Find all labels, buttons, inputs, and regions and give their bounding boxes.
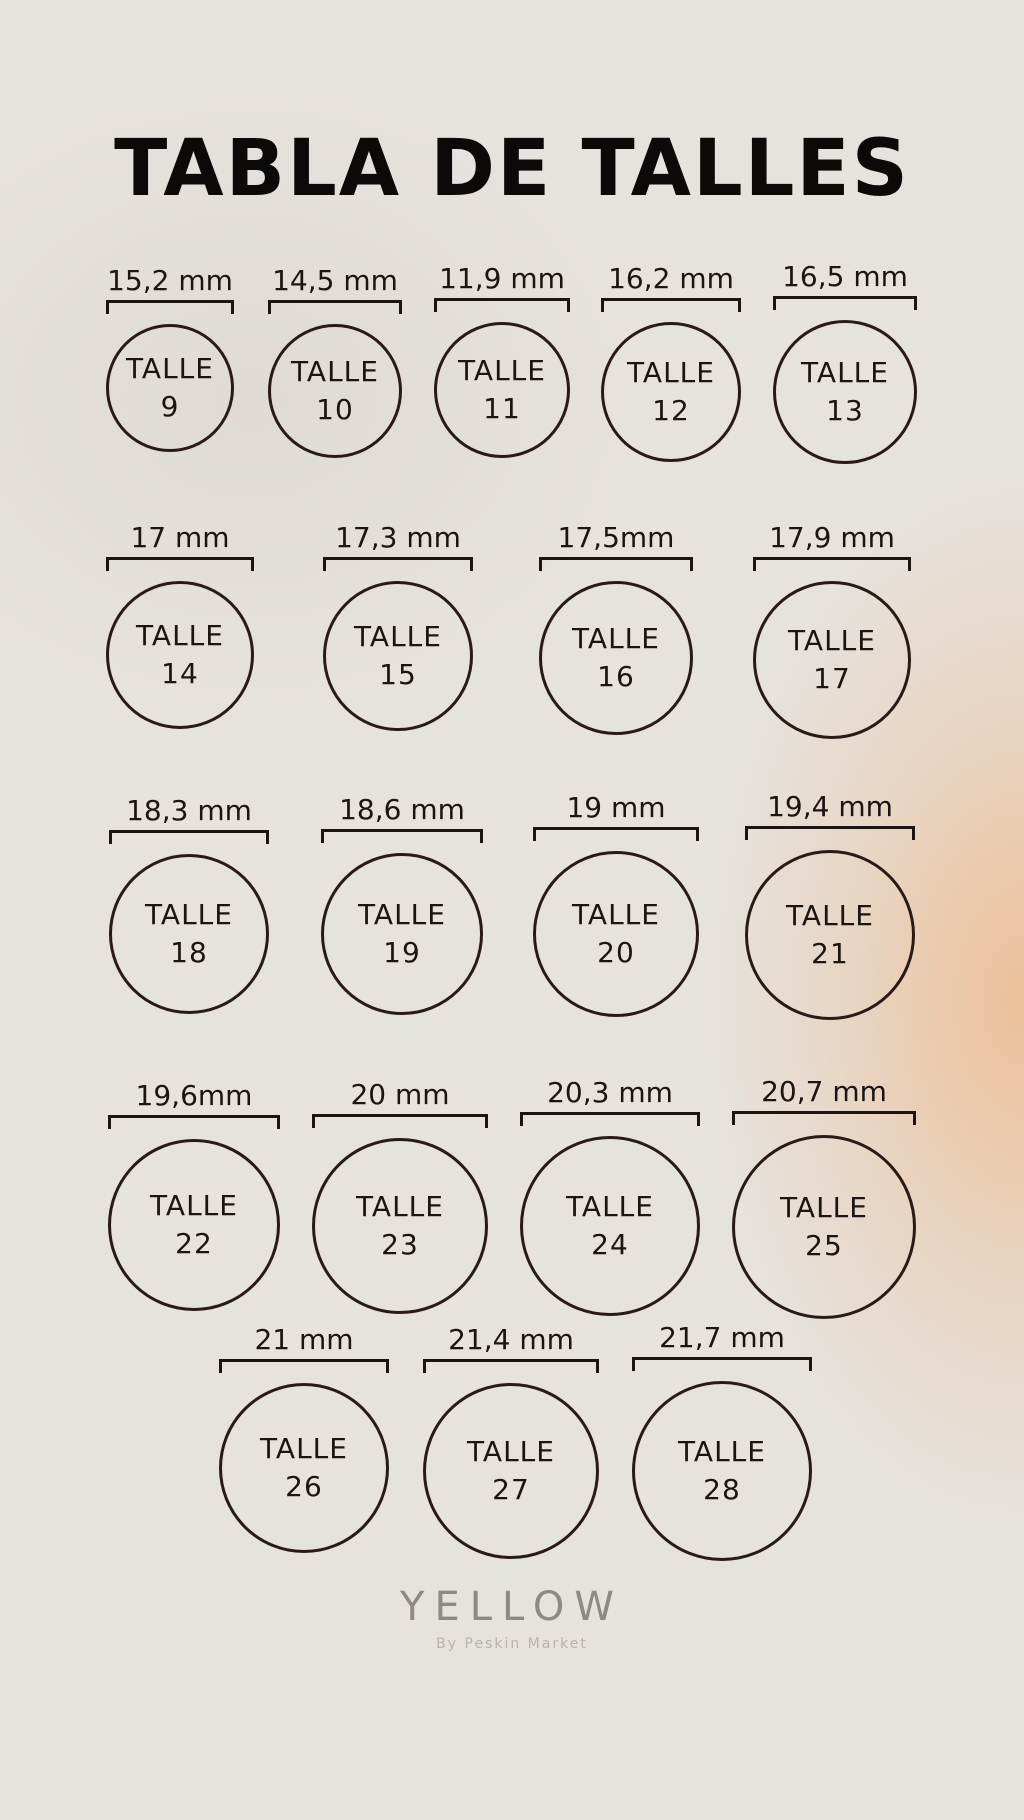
talle-word: TALLE	[678, 1435, 766, 1468]
diameter-bracket	[108, 1115, 280, 1129]
ring-size-item	[106, 264, 234, 452]
ring-size-item	[601, 262, 741, 462]
diameter-bracket	[106, 300, 234, 314]
ring-circle	[321, 853, 483, 1015]
talle-number: 26	[285, 1470, 323, 1503]
talle-word: TALLE	[260, 1432, 348, 1465]
ring-circle	[533, 851, 699, 1017]
talle-number: 13	[826, 394, 864, 427]
talle-word: TALLE	[291, 355, 379, 388]
diameter-label: 17,5mm	[557, 521, 675, 554]
diameter-bracket	[106, 557, 254, 571]
talle-word: TALLE	[572, 622, 660, 655]
ring-size-item	[109, 794, 269, 1014]
talle-number: 23	[381, 1228, 419, 1261]
ring-size-item	[773, 260, 917, 464]
ring-size-item	[539, 521, 693, 735]
diameter-bracket	[312, 1114, 488, 1128]
diameter-label: 19,6mm	[135, 1079, 253, 1112]
ring-size-item	[745, 790, 915, 1020]
diameter-bracket	[753, 557, 911, 571]
ring-size-item	[323, 521, 473, 731]
talle-number: 20	[597, 936, 635, 969]
ring-circle	[520, 1136, 700, 1316]
diameter-label: 20,7 mm	[761, 1075, 887, 1108]
ring-size-item	[434, 262, 570, 458]
talle-number: 28	[703, 1473, 741, 1506]
diameter-label: 21,4 mm	[448, 1323, 574, 1356]
talle-word: TALLE	[786, 899, 874, 932]
talle-word: TALLE	[145, 898, 233, 931]
diameter-label: 15,2 mm	[107, 264, 233, 297]
ring-size-item	[312, 1078, 488, 1314]
diameter-bracket	[773, 296, 917, 310]
ring-circle	[732, 1135, 916, 1319]
talle-number: 21	[811, 937, 849, 970]
talle-word: TALLE	[572, 898, 660, 931]
talle-word: TALLE	[801, 356, 889, 389]
ring-size-item	[732, 1075, 916, 1319]
diameter-bracket	[323, 557, 473, 571]
ring-size-item	[106, 521, 254, 729]
diameter-bracket	[434, 298, 570, 312]
ring-size-item	[321, 793, 483, 1015]
talle-number: 27	[492, 1473, 530, 1506]
diameter-bracket	[109, 830, 269, 844]
ring-circle	[106, 324, 234, 452]
brand-logo: YELLOW	[400, 1584, 624, 1630]
talle-number: 15	[379, 658, 417, 691]
ring-circle	[434, 322, 570, 458]
talle-number: 12	[652, 394, 690, 427]
diameter-label: 20,3 mm	[547, 1076, 673, 1109]
talle-number: 17	[813, 662, 851, 695]
talle-number: 25	[805, 1229, 843, 1262]
ring-size-item	[533, 791, 699, 1017]
talle-number: 24	[591, 1228, 629, 1261]
diameter-label: 19 mm	[566, 791, 666, 824]
talle-word: TALLE	[354, 620, 442, 653]
ring-circle	[109, 854, 269, 1014]
ring-circle	[268, 324, 402, 458]
ring-size-item	[520, 1076, 700, 1316]
talle-number: 11	[483, 392, 521, 425]
diameter-label: 21 mm	[254, 1323, 354, 1356]
talle-number: 10	[316, 393, 354, 426]
ring-circle	[312, 1138, 488, 1314]
diameter-label: 11,9 mm	[439, 262, 565, 295]
diameter-label: 18,3 mm	[126, 794, 252, 827]
diameter-label: 14,5 mm	[272, 264, 398, 297]
ring-size-item	[632, 1321, 812, 1561]
ring-size-item	[423, 1323, 599, 1559]
diameter-bracket	[321, 829, 483, 843]
talle-word: TALLE	[150, 1189, 238, 1222]
diameter-bracket	[601, 298, 741, 312]
talle-word: TALLE	[356, 1190, 444, 1223]
diameter-bracket	[533, 827, 699, 841]
diameter-label: 17,3 mm	[335, 521, 461, 554]
diameter-bracket	[219, 1359, 389, 1373]
ring-size-item	[268, 264, 402, 458]
talle-word: TALLE	[627, 356, 715, 389]
talle-number: 19	[383, 936, 421, 969]
diameter-bracket	[745, 826, 915, 840]
diameter-bracket	[268, 300, 402, 314]
page-title: TABLA DE TALLES	[114, 124, 910, 214]
talle-word: TALLE	[467, 1435, 555, 1468]
talle-number: 22	[175, 1227, 213, 1260]
ring-circle	[539, 581, 693, 735]
ring-circle	[423, 1383, 599, 1559]
diameter-bracket	[520, 1112, 700, 1126]
ring-circle	[323, 581, 473, 731]
talle-word: TALLE	[126, 352, 214, 385]
diameter-bracket	[539, 557, 693, 571]
diameter-bracket	[632, 1357, 812, 1371]
talle-word: TALLE	[566, 1190, 654, 1223]
ring-circle	[745, 850, 915, 1020]
diameter-label: 21,7 mm	[659, 1321, 785, 1354]
diameter-label: 18,6 mm	[339, 793, 465, 826]
talle-number: 9	[160, 390, 180, 423]
diameter-label: 17 mm	[130, 521, 230, 554]
ring-circle	[106, 581, 254, 729]
talle-number: 18	[170, 936, 208, 969]
diameter-bracket	[732, 1111, 916, 1125]
diameter-label: 20 mm	[350, 1078, 450, 1111]
ring-size-item	[108, 1079, 280, 1311]
ring-circle	[753, 581, 911, 739]
ring-circle	[108, 1139, 280, 1311]
diameter-label: 16,2 mm	[608, 262, 734, 295]
talle-word: TALLE	[788, 624, 876, 657]
ring-circle	[632, 1381, 812, 1561]
brand-tagline: By Peskin Market	[436, 1636, 588, 1652]
talle-word: TALLE	[780, 1191, 868, 1224]
ring-circle	[219, 1383, 389, 1553]
diameter-label: 17,9 mm	[769, 521, 895, 554]
ring-circle	[773, 320, 917, 464]
diameter-label: 16,5 mm	[782, 260, 908, 293]
ring-size-item	[753, 521, 911, 739]
diameter-label: 19,4 mm	[767, 790, 893, 823]
ring-size-item	[219, 1323, 389, 1553]
diameter-bracket	[423, 1359, 599, 1373]
talle-word: TALLE	[136, 619, 224, 652]
talle-word: TALLE	[358, 898, 446, 931]
talle-word: TALLE	[458, 354, 546, 387]
ring-circle	[601, 322, 741, 462]
talle-number: 14	[161, 657, 199, 690]
talle-number: 16	[597, 660, 635, 693]
